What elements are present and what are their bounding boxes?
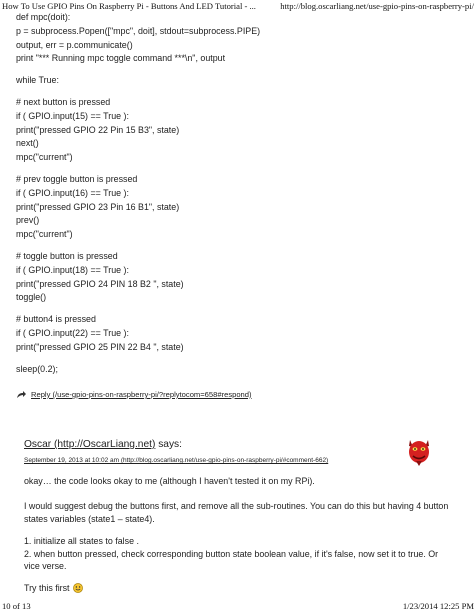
code-line: next() (16, 138, 39, 149)
code-line: print("pressed GPIO 25 PIN 22 B4 ", state) (16, 341, 184, 352)
code-block (16, 11, 456, 376)
page-number: 10 of 13 (2, 601, 31, 611)
code-line: print("pressed GPIO 23 Pin 16 B1", state) (16, 201, 180, 212)
code-gap (16, 88, 456, 96)
code-line: toggle() (16, 292, 47, 303)
comment-paragraph-3-line: 1. initialize all states to false . (24, 536, 139, 546)
code-gap (16, 305, 456, 313)
code-line: mpc("current") (16, 229, 73, 240)
comment-paragraph-1: okay… the code looks okay to me (although I haven't tested it on my RPi). (24, 476, 315, 486)
code-line: p = subprocess.Popen(["mpc", doit], stdout=subprocess.PIPE) (16, 25, 261, 36)
code-line: # prev toggle button is pressed (16, 173, 138, 184)
print-timestamp: 1/23/2014 12:25 PM (402, 601, 474, 611)
comment-header (24, 439, 182, 450)
reply-link-label: Reply (/use-gpio-pins-on-raspberry-pi/?replytocom=658#respond) (31, 390, 252, 399)
code-gap (16, 165, 456, 173)
code-gap (16, 66, 456, 74)
code-line: while True: (16, 75, 59, 86)
code-line: output, err = p.communicate() (16, 39, 133, 50)
code-line: prev() (16, 215, 40, 226)
comment-paragraph-3-line: 2. when button pressed, check corresponding button state boolean value, if it's false, now set it to true. Or vice verse. (24, 548, 439, 572)
reply-link[interactable] (16, 390, 252, 399)
code-line: def mpc(doit): (16, 12, 71, 22)
devil-avatar-icon (402, 434, 436, 468)
code-line: print "*** Running mpc toggle command ***\n", output (16, 53, 226, 64)
page-url: http://blog.oscarliang.net/use-gpio-pins-on-raspberry-pi/ (280, 1, 474, 11)
reply-arrow-icon (16, 390, 26, 399)
code-line: print("pressed GPIO 24 PIN 18 B2 ", state) (16, 278, 184, 289)
comment-author-link[interactable]: Oscar (http://OscarLiang.net) (24, 439, 156, 450)
smiley-icon (73, 583, 83, 593)
comment-says: says: (155, 439, 182, 450)
code-line: if ( GPIO.input(18) == True ): (16, 264, 129, 275)
code-line: print("pressed GPIO 22 Pin 15 B3", state) (16, 124, 180, 135)
code-line: mpc("current") (16, 152, 73, 163)
code-gap (16, 355, 456, 363)
code-gap (16, 242, 456, 250)
code-line: if ( GPIO.input(16) == True ): (16, 187, 129, 198)
comment-paragraph-4-text: Try this first (24, 583, 70, 593)
code-line: if ( GPIO.input(15) == True ): (16, 110, 129, 121)
page-title: How To Use GPIO Pins On Raspberry Pi - Buttons And LED Tutorial - ... (2, 1, 256, 11)
comment-paragraph-3 (24, 535, 456, 573)
print-footer (0, 600, 474, 613)
code-line: sleep(0.2); (16, 363, 58, 374)
comment-paragraph-4 (24, 582, 456, 595)
comment-paragraph-2: I would suggest debug the buttons first, and remove all the sub-routines. You can do this but having 4 button states variables (state1 – state4). (24, 501, 449, 524)
code-line: # button4 is pressed (16, 314, 96, 325)
comment-date-link[interactable]: September 19, 2013 at 10:02 am (http://blog.oscarliang.net/use-gpio-pins-on-raspberry-pi/#comment-662) (24, 457, 329, 464)
code-line: # toggle button is pressed (16, 250, 118, 261)
code-line: if ( GPIO.input(22) == True ): (16, 327, 129, 338)
code-line: # next button is pressed (16, 96, 111, 107)
